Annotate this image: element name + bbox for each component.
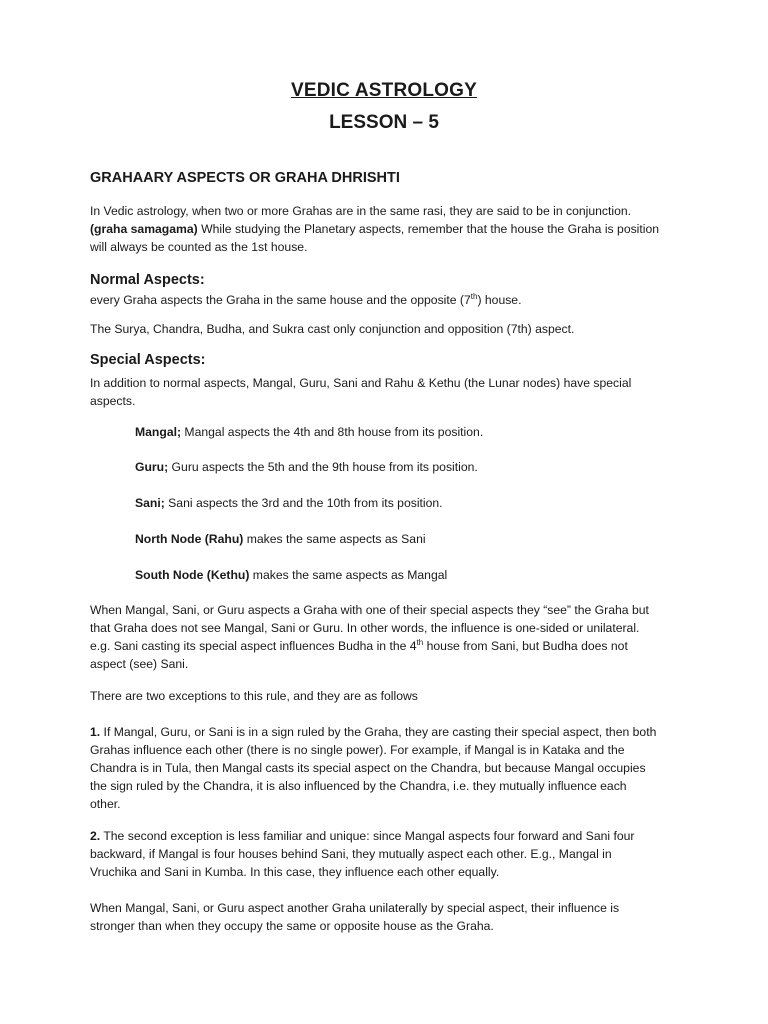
document-title: VEDIC ASTROLOGY bbox=[291, 80, 477, 101]
exception-2-line-2: backward, if Mangal is four houses behind Sani, they mutually aspect each other. E.g., Mangal in bbox=[90, 847, 612, 861]
closing-line-2: stronger than when they occupy the same or opposite house as the Graha. bbox=[90, 919, 494, 933]
see-line-3-sup: th bbox=[416, 637, 424, 647]
normal-aspects-line-2: The Surya, Chandra, Budha, and Sukra cast only conjunction and opposition (7th) aspect. bbox=[90, 322, 575, 336]
intro-paragraph bbox=[90, 202, 690, 256]
closing-line-1: When Mangal, Sani, or Guru aspect another Graha unilaterally by special aspect, their influence is bbox=[90, 901, 620, 915]
aspect-item-mangal bbox=[135, 423, 735, 441]
south-node-label-a: South Node ( bbox=[135, 568, 211, 582]
normal-aspects-heading: Normal Aspects: bbox=[90, 272, 205, 288]
exception-2-line-1 bbox=[90, 827, 690, 845]
north-node-label-b: Rahu bbox=[208, 532, 240, 546]
see-line-3-a: e.g. Sani casting its special aspect influences Budha in the 4 bbox=[90, 639, 417, 653]
normal-aspects-text bbox=[90, 291, 690, 309]
exception-2-text: The second exception is less familiar and unique: since Mangal aspects four forward and Sani four bbox=[100, 829, 635, 843]
exception-1-text: If Mangal, Guru, or Sani is in a sign ruled by the Graha, they are casting their special aspect, then both bbox=[100, 725, 657, 739]
aspect-item-north-node bbox=[135, 530, 735, 548]
special-aspects-intro bbox=[90, 374, 690, 410]
aspect-item-south-node bbox=[135, 566, 735, 584]
see-line-4: aspect (see) Sani. bbox=[90, 657, 189, 671]
exception-1-line-3: Chandra is in Tula, then Mangal casts its special aspect on the Chandra, but because Mangal occupies bbox=[90, 761, 646, 775]
south-node-text: makes the same aspects as Mangal bbox=[249, 568, 448, 582]
normal-aspects-text-b: ) house. bbox=[477, 293, 522, 307]
exception-1-number: 1. bbox=[90, 725, 101, 739]
aspect-item-text: Guru aspects the 5th and the 9th house from its position. bbox=[168, 460, 478, 474]
closing-paragraph bbox=[90, 899, 690, 935]
aspect-item-label: Mangal; bbox=[135, 425, 182, 439]
exception-1-line-4: the sign ruled by the Chandra, it is also influenced by the Chandra, i.e. they mutually influence each bbox=[90, 779, 627, 793]
lesson-subtitle: LESSON – 5 bbox=[329, 112, 439, 133]
normal-aspects-text-a: every Graha aspects the Graha in the same house and the opposite (7 bbox=[90, 293, 471, 307]
special-aspects-heading: Special Aspects: bbox=[90, 352, 206, 368]
section-heading: GRAHAARY ASPECTS OR GRAHA DHRISHTI bbox=[90, 170, 400, 186]
exception-2-line-3: Vruchika and Sani in Kumba. In this case, they influence each other equally. bbox=[90, 865, 500, 879]
north-node-label-c: ) bbox=[239, 532, 244, 546]
exception-1-line-1 bbox=[90, 723, 690, 741]
north-node-label-a: North Node ( bbox=[135, 532, 209, 546]
aspect-item-label: Sani; bbox=[135, 496, 165, 510]
south-node-label-b: Kethu) bbox=[210, 568, 250, 582]
exceptions-intro: There are two exceptions to this rule, and they are as follows bbox=[90, 689, 418, 703]
normal-aspects-sup: th bbox=[470, 291, 478, 301]
intro-line-2 bbox=[90, 220, 690, 238]
see-line-1: When Mangal, Sani, or Guru aspects a Graha with one of their special aspects they “see” the Graha but bbox=[90, 603, 649, 617]
aspect-item-guru bbox=[135, 458, 735, 476]
intro-line-1: In Vedic astrology, when two or more Grahas are in the same rasi, they are said to be in conjunction. bbox=[90, 204, 632, 218]
see-line-2: that Graha does not see Mangal, Sani or Guru. In other words, the influence is one-sided or unilateral. bbox=[90, 621, 640, 635]
special-aspects-line-1: In addition to normal aspects, Mangal, Guru, Sani and Rahu & Kethu (the Lunar nodes) have special bbox=[90, 376, 632, 390]
aspect-item-text: Sani aspects the 3rd and the 10th from its position. bbox=[164, 496, 443, 510]
see-paragraph bbox=[90, 601, 690, 673]
aspect-item-text: Mangal aspects the 4th and 8th house from its position. bbox=[181, 425, 484, 439]
see-line-3-b: house from Sani, but Budha does not bbox=[423, 639, 628, 653]
aspect-item-sani bbox=[135, 494, 735, 512]
exception-1-line-5: other. bbox=[90, 797, 121, 811]
aspect-item-label: Guru; bbox=[135, 460, 169, 474]
intro-line-2-text: While studying the Planetary aspects, remember that the house the Graha is position bbox=[197, 222, 660, 236]
intro-bold-term: (graha samagama) bbox=[90, 222, 198, 236]
intro-line-3: will always be counted as the 1st house. bbox=[90, 240, 308, 254]
special-aspects-line-2: aspects. bbox=[90, 394, 136, 408]
exception-2-number: 2. bbox=[90, 829, 101, 843]
see-line-3 bbox=[90, 637, 690, 655]
exception-1-line-2: Grahas influence each other (there is no single power). For example, if Mangal is in Kataka and the bbox=[90, 743, 625, 757]
north-node-text: makes the same aspects as Sani bbox=[243, 532, 426, 546]
exception-1 bbox=[90, 723, 690, 813]
exception-2 bbox=[90, 827, 690, 881]
